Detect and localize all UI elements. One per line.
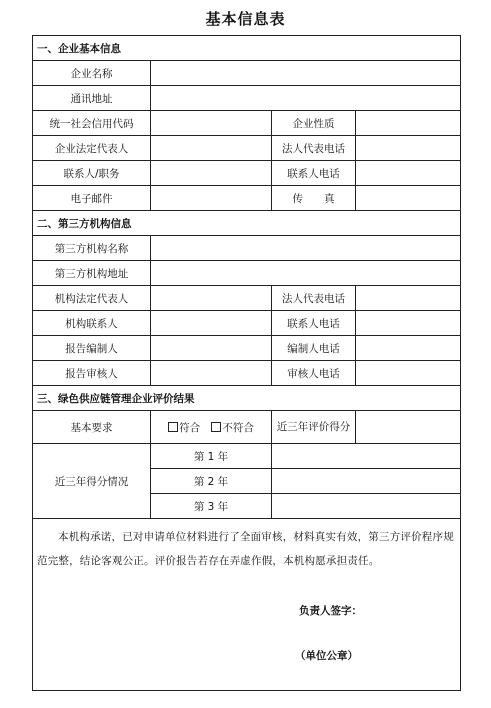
legal-rep-label: 企业法定代表人 bbox=[33, 136, 151, 161]
report-author-phone-label: 编制人电话 bbox=[272, 336, 356, 361]
section3-heading: 三、绿色供应链管理企业评价结果 bbox=[33, 386, 461, 411]
three-year-situation-label: 近三年得分情况 bbox=[33, 444, 151, 519]
company-name-field[interactable] bbox=[151, 61, 461, 86]
org-address-label: 第三方机构地址 bbox=[33, 261, 151, 286]
org-address-field[interactable] bbox=[151, 261, 461, 286]
org-contact-field[interactable] bbox=[151, 311, 272, 336]
year1-field[interactable] bbox=[272, 444, 461, 469]
nature-label: 企业性质 bbox=[272, 111, 356, 136]
commitment-text: 本机构承诺，已对申请单位材料进行了全面审核，材料真实有效，第三方评价程序规范完整，结论客观公正。评价报告若存在弄虚作假，本机构愿承担责任。 bbox=[37, 531, 454, 567]
report-reviewer-field[interactable] bbox=[151, 361, 272, 386]
legal-rep-phone-field[interactable] bbox=[356, 136, 461, 161]
basic-info-table bbox=[32, 35, 461, 691]
report-reviewer-label: 报告审核人 bbox=[33, 361, 151, 386]
email-field[interactable] bbox=[151, 186, 272, 211]
three-year-score-label: 近三年评价得分 bbox=[272, 411, 356, 444]
address-field[interactable] bbox=[151, 86, 461, 111]
section1-heading: 一、企业基本信息 bbox=[33, 36, 461, 61]
option-not-comply[interactable] bbox=[211, 420, 254, 435]
org-contact-label: 机构联系人 bbox=[33, 311, 151, 336]
basic-requirement-label: 基本要求 bbox=[33, 411, 151, 444]
year2-label: 第 2 年 bbox=[151, 469, 272, 494]
option-not-comply-label: 不符合 bbox=[222, 421, 254, 434]
report-author-field[interactable] bbox=[151, 336, 272, 361]
checkbox-icon[interactable] bbox=[211, 422, 221, 432]
org-name-field[interactable] bbox=[151, 236, 461, 261]
credit-code-field[interactable] bbox=[151, 111, 272, 136]
year2-field[interactable] bbox=[272, 469, 461, 494]
contact-field[interactable] bbox=[151, 161, 272, 186]
report-reviewer-phone-label: 审核人电话 bbox=[272, 361, 356, 386]
section2-heading: 二、第三方机构信息 bbox=[33, 211, 461, 236]
checkbox-icon[interactable] bbox=[168, 422, 178, 432]
address-label: 通讯地址 bbox=[33, 86, 151, 111]
report-reviewer-phone-field[interactable] bbox=[356, 361, 461, 386]
report-author-phone-field[interactable] bbox=[356, 336, 461, 361]
basic-requirement-options bbox=[151, 411, 272, 444]
commitment-block bbox=[33, 519, 461, 691]
org-name-label: 第三方机构名称 bbox=[33, 236, 151, 261]
org-contact-phone-field[interactable] bbox=[356, 311, 461, 336]
year3-field[interactable] bbox=[272, 494, 461, 519]
signature-label: 负责人签字： bbox=[299, 605, 362, 617]
email-label: 电子邮件 bbox=[33, 186, 151, 211]
legal-rep-field[interactable] bbox=[151, 136, 272, 161]
page-title: 基本信息表 bbox=[205, 10, 286, 28]
contact-phone-field[interactable] bbox=[356, 161, 461, 186]
org-legal-rep-phone-label: 法人代表电话 bbox=[272, 286, 356, 311]
nature-field[interactable] bbox=[356, 111, 461, 136]
org-legal-rep-field[interactable] bbox=[151, 286, 272, 311]
org-contact-phone-label: 联系人电话 bbox=[272, 311, 356, 336]
year1-label: 第 1 年 bbox=[151, 444, 272, 469]
option-comply-label: 符合 bbox=[179, 421, 201, 434]
option-comply[interactable] bbox=[168, 420, 200, 435]
fax-label: 传 真 bbox=[272, 186, 356, 211]
report-author-label: 报告编制人 bbox=[33, 336, 151, 361]
org-legal-rep-label: 机构法定代表人 bbox=[33, 286, 151, 311]
three-year-score-field[interactable] bbox=[356, 411, 461, 444]
org-legal-rep-phone-field[interactable] bbox=[356, 286, 461, 311]
year3-label: 第 3 年 bbox=[151, 494, 272, 519]
credit-code-label: 统一社会信用代码 bbox=[33, 111, 151, 136]
legal-rep-phone-label: 法人代表电话 bbox=[272, 136, 356, 161]
fax-field[interactable] bbox=[356, 186, 461, 211]
seal-label: （单位公章） bbox=[295, 650, 358, 662]
contact-label: 联系人/职务 bbox=[33, 161, 151, 186]
company-name-label: 企业名称 bbox=[33, 61, 151, 86]
contact-phone-label: 联系人电话 bbox=[272, 161, 356, 186]
